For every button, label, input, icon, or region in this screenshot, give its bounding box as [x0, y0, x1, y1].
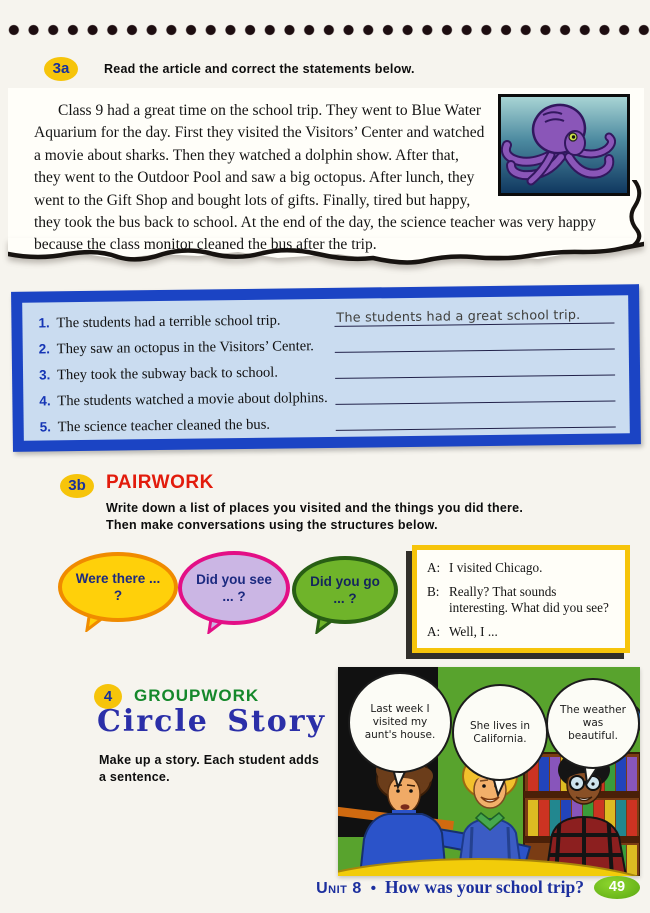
- statement-number: 3.: [38, 367, 51, 383]
- cartoon-bubble-2: [452, 684, 548, 781]
- dialogue-text: Really? That sounds interesting. What did you see?: [449, 583, 609, 615]
- classroom-cartoon: [338, 667, 640, 876]
- dialogue-line: [427, 584, 615, 617]
- bubble-text: Were there ... ?: [75, 571, 161, 603]
- bubble-text: Did you go ... ?: [310, 574, 380, 606]
- answer-line-5[interactable]: [336, 406, 616, 430]
- cartoon-bubble-text: Last week I visited my aunt's house.: [364, 703, 436, 741]
- pairwork-title: PAIRWORK: [106, 472, 214, 493]
- speaker-label: A:: [427, 623, 441, 639]
- octopus-illustration: [498, 94, 630, 196]
- article-text: Class 9 had a great time on the school trip. They went to Blue Water Aquarium for the day. First they visited the Visitors’ Center and watched a movie about sharks. Then they watched a dolphin show. After that, they went to the Outdoor Pool and saw a big octopus. After lunch, they went to the Gift Shop and bought lots of gifts. Finally, tired but happy, they took the bus back to school. At the end of the day, the science teacher was very happy because the class monitor cleaned the bus after the trip.: [34, 102, 596, 254]
- binding-dots-decoration: [0, 24, 650, 36]
- instruction-line: Then make conversations using the structures below.: [106, 518, 438, 532]
- structure-bubble-did-you-see: [178, 551, 290, 625]
- statement-text: The students had a terrible school trip.: [56, 312, 281, 332]
- dialogue-line: [427, 560, 615, 577]
- footer-unit-title: How was your school trip?: [385, 877, 584, 897]
- instruction-line: Write down a list of places you visited and the things you did there.: [106, 501, 524, 515]
- handwritten-answer: The students had a great school trip.: [336, 307, 581, 326]
- statement-number: 5.: [39, 419, 52, 435]
- section-3b-instruction: [106, 500, 523, 534]
- cartoon-bubble-text: The weather was beautiful.: [560, 704, 626, 742]
- circle-story-title: Circle Story: [97, 704, 327, 739]
- cartoon-bubble-3: [546, 678, 640, 769]
- statement-text: They saw an octopus in the Visitors’ Center.: [56, 338, 315, 358]
- dialogue-text: Well, I ...: [449, 623, 498, 639]
- speaker-label: B:: [427, 583, 440, 599]
- footer-separator: •: [370, 880, 376, 897]
- section-4-badge: 4: [94, 684, 122, 709]
- section-3b-badge: 3b: [60, 474, 94, 498]
- structure-bubble-were-there: [58, 552, 178, 622]
- statement-text: The students watched a movie about dolphins.: [57, 389, 328, 410]
- answer-line-4[interactable]: [335, 380, 615, 404]
- answer-line-3[interactable]: [335, 354, 615, 378]
- answer-line-1[interactable]: [334, 302, 614, 326]
- statement-number: 4.: [39, 393, 51, 409]
- structure-bubble-did-you-go: [292, 556, 398, 624]
- article-paper: [8, 88, 644, 270]
- speaker-label: A:: [427, 560, 441, 575]
- cartoon-bubble-text: She lives in California.: [469, 719, 530, 745]
- dialogue-line: [427, 624, 615, 641]
- dialogue-text: I visited Chicago.: [449, 560, 543, 575]
- page-number-badge: 49: [594, 876, 640, 899]
- groupwork-title: GROUPWORK: [134, 686, 260, 705]
- statements-box-inner: [22, 295, 630, 440]
- answer-line-2[interactable]: [335, 328, 615, 352]
- section-3a-badge: 3a: [44, 57, 78, 81]
- statements-box: [11, 284, 641, 452]
- footer-unit-label: Unit 8: [316, 880, 362, 897]
- statement-number: 1.: [38, 315, 50, 331]
- footer: [316, 877, 584, 898]
- cartoon-bubble-1: [348, 672, 452, 773]
- statement-number: 2.: [38, 341, 51, 357]
- example-dialogue-box: [412, 545, 630, 653]
- statement-text: The science teacher cleaned the bus.: [57, 416, 271, 436]
- statement-text: They took the subway back to school.: [56, 364, 279, 384]
- section-3a-instruction: Read the article and correct the statements below.: [104, 62, 415, 76]
- section-4-instruction: Make up a story. Each student adds a sentence.: [99, 753, 320, 784]
- bubble-text: Did you see ... ?: [196, 572, 272, 604]
